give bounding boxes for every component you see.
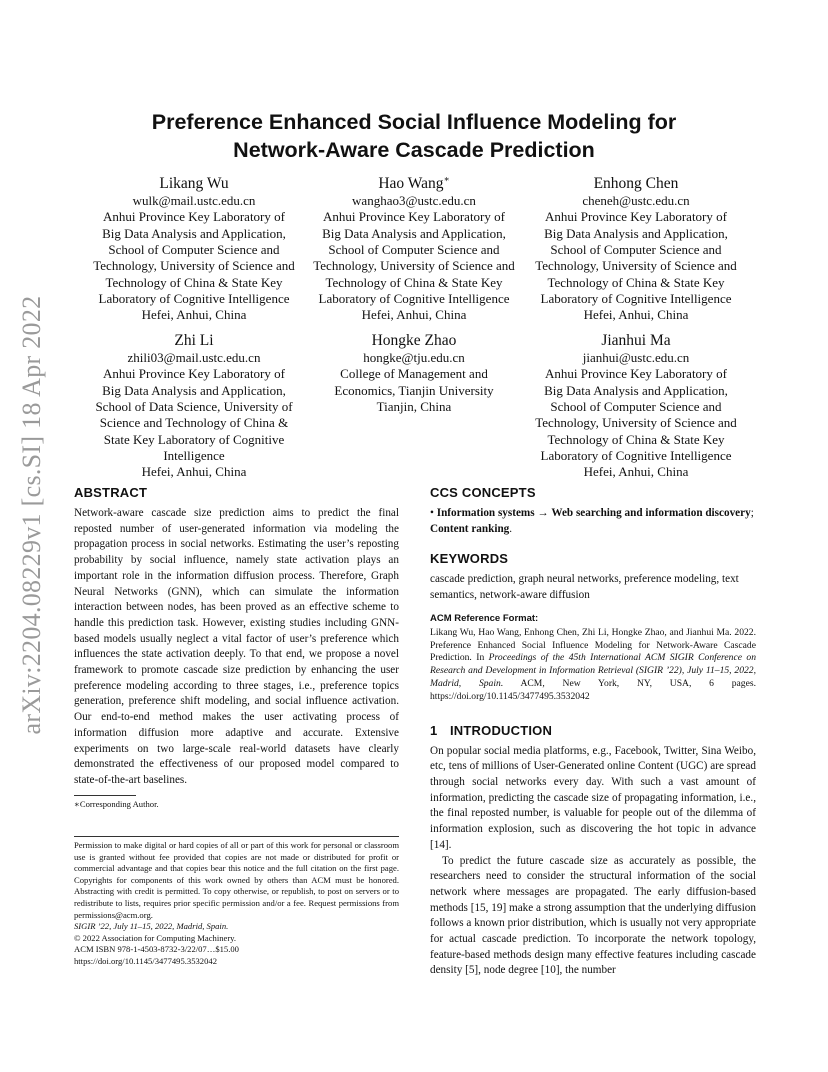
author-affiliation-line: School of Computer Science and [108, 242, 280, 258]
permission-rule [74, 836, 399, 837]
author-affiliation-line: Laboratory of Cognitive Intelligence [540, 447, 732, 463]
author-affiliation-line: School of Computer Science and [550, 399, 722, 415]
author-affiliation-line: Technology, University of Science and [93, 258, 295, 274]
author-affiliation-line: Big Data Analysis and Application, [544, 382, 728, 398]
title-line-1: Preference Enhanced Social Influence Modeling for [151, 110, 677, 134]
author-affiliation-line: Hefei, Anhui, China [141, 464, 247, 480]
author-affiliation-line: School of Computer Science and [550, 242, 722, 258]
abstract-heading: ABSTRACT [74, 485, 148, 500]
author-affiliation-line: Hefei, Anhui, China [583, 307, 689, 323]
title-line-2: Network-Aware Cascade Prediction [233, 138, 595, 162]
author-affiliation-line: Big Data Analysis and Application, [544, 225, 728, 241]
corresponding-author-footnote: ∗Corresponding Author. [74, 799, 159, 809]
author-email: jianhui@ustc.edu.cn [582, 350, 690, 366]
author-affiliation-line: Technology of China & State Key [547, 274, 725, 290]
keywords-heading: KEYWORDS [430, 551, 509, 567]
author-affiliation-line: Laboratory of Cognitive Intelligence [540, 290, 732, 306]
author-block [520, 327, 752, 481]
arxiv-identifier: arXiv:2204.08229v1 [cs.SI] 18 Apr 2022 [17, 295, 46, 735]
author-affiliation-line: Anhui Province Key Laboratory of [103, 209, 285, 225]
author-affiliation-line: Big Data Analysis and Application, [102, 225, 286, 241]
abstract-text: Network-aware cascade size prediction aims to predict the final reposted number of user-generated information via modeling the propagation process in social networks. Estimating the user’s reposting probability by social influence, namely state activation plays an important role in the information diffusion process. Therefore, Graph Neural Networks (GNN), which can simulate the information interaction between nodes, has been proved as an effective scheme to handle this prediction task. However, existing studies including GNN-based models usually neglect a vital factor of user’s preference which influences the state activation deeply. To that end, we propose a novel framework to promote cascade size prediction by enhancing the user preference modeling according to three stages, i.e., preference topics generation, preference shift modeling, and social influence activation. Our end-to-end method makes the user activating process of information diffusion more adaptive and accurate. Extensive experiments on two large-scale real-world datasets have clearly demonstrated the effectiveness of our proposed model compared to state-of-the-art baselines. [74, 507, 399, 786]
ccs-concepts-text: • Information systems → Web searching and information discovery; Content ranking. [430, 507, 754, 535]
author-affiliation-line: Technology of China & State Key [105, 274, 283, 290]
author-block [298, 170, 530, 324]
author-affiliation-line: Intelligence [163, 447, 225, 463]
author-email: cheneh@ustc.edu.cn [582, 193, 690, 209]
arxiv-sidebar-stamp [12, 295, 52, 735]
intro-paragraph-1: On popular social media platforms, e.g., Facebook, Twitter, Sina Weibo, etc, tens of millions of User-Generated online Content (UGC) are spread through social networks every day. With such a vast amount of information, predicting the cascade size of propagating information, i.e., the final reposted number, is valuable for people out of the dilemma of information explosion, such as discovering the hot topic in advance [14]. [430, 744, 756, 851]
author-affiliation-line: Economics, Tianjin University [334, 382, 494, 398]
author-affiliation-line: Big Data Analysis and Application, [102, 382, 286, 398]
author-email: zhili03@mail.ustc.edu.cn [127, 350, 261, 366]
right-column [430, 485, 756, 979]
author-affiliation-line: Hefei, Anhui, China [361, 307, 467, 323]
author-block [298, 327, 530, 415]
author-block [78, 170, 310, 324]
author-block [78, 327, 310, 481]
acm-reference-text: Likang Wu, Hao Wang, Enhong Chen, Zhi Li, Hongke Zhao, and Jianhui Ma. 2022. Preference Enhanced Social Influence Modeling for Network-Aware Cascade Prediction. In Proceedings of the 45th International ACM SIGIR Conference on Research and Development in Information Retrieval (SIGIR ’22), July 11–15, 2022, Madrid, Spain. ACM, New York, NY, USA, 6 pages. https://doi.org/10.1145/3477495.3532042 [430, 626, 756, 702]
copyright-line: © 2022 Association for Computing Machinery. [74, 932, 237, 943]
author-name: Jianhui Ma [601, 332, 671, 350]
ccs-heading: CCS CONCEPTS [430, 485, 536, 500]
author-affiliation-line: Anhui Province Key Laboratory of [545, 209, 727, 225]
author-affiliation-line: Laboratory of Cognitive Intelligence [98, 290, 290, 306]
keywords-text: cascade prediction, graph neural networks, preference modeling, text semantics, network-aware diffusion [430, 573, 739, 602]
author-affiliation-line: Big Data Analysis and Application, [322, 225, 506, 241]
author-affiliation-line: Science and Technology of China & [99, 415, 289, 431]
author-affiliation-line: State Key Laboratory of Cognitive [103, 431, 285, 447]
author-affiliation-line: Anhui Province Key Laboratory of [103, 366, 285, 382]
author-affiliation-line: Hefei, Anhui, China [583, 464, 689, 480]
author-affiliation-line: Anhui Province Key Laboratory of [323, 209, 505, 225]
introduction-heading: 1 INTRODUCTION [430, 722, 553, 738]
paper-title [100, 108, 728, 164]
author-affiliation-line: School of Data Science, University of [95, 399, 293, 415]
author-affiliation-line: Tianjin, China [376, 399, 452, 415]
author-affiliation-line: Technology, University of Science and [535, 258, 737, 274]
intro-paragraph-2: To predict the future cascade size as accurately as possible, the researchers need to consider the structural information of the social network where messages are propagated. The early diffusion-based methods [15, 19] make a strong assumption that the underlying diffusion follows a known prior distribution, which is usually not very appropriate for actual cascade prediction. To incorporate the network topology, feature-based methods design many effective features including cascade density [5], node degree [10], the number [430, 854, 756, 977]
acm-reference-heading: ACM Reference Format: [430, 612, 539, 624]
corresponding-author-mark: ∗ [443, 174, 450, 184]
author-affiliation-line: Technology of China & State Key [547, 431, 725, 447]
author-name: Enhong Chen [593, 175, 679, 193]
author-affiliation-line: Anhui Province Key Laboratory of [545, 366, 727, 382]
permission-text: Permission to make digital or hard copies of all or part of this work for personal or classroom use is granted without fee provided that copies are not made or distributed for profit or commercial advantage and that copies bear this notice and the full citation on the first page. Copyrights for components of this work owned by others than ACM must be honored. Abstracting with credit is permitted. To copy otherwise, or republish, to post on servers or to redistribute to lists, requires prior specific permission and/or a fee. Request permissions from permissions@acm.org. [74, 840, 399, 920]
author-affiliation-line: Technology, University of Science and [313, 258, 515, 274]
footnote-rule [74, 795, 136, 796]
author-email: hongke@tju.edu.cn [363, 350, 465, 366]
author-affiliation-line: Technology, University of Science and [535, 415, 737, 431]
author-affiliation-line: College of Management and [340, 366, 488, 382]
abstract-section [74, 485, 399, 789]
author-block [520, 170, 752, 324]
venue-line: SIGIR ’22, July 11–15, 2022, Madrid, Spain. [74, 921, 229, 932]
doi-line: https://doi.org/10.1145/3477495.3532042 [74, 955, 217, 966]
isbn-line: ACM ISBN 978-1-4503-8732-3/22/07…$15.00 [74, 944, 239, 955]
author-name: Hongke Zhao [371, 332, 457, 350]
permission-block [74, 840, 399, 968]
author-affiliation-line: Laboratory of Cognitive Intelligence [318, 290, 510, 306]
author-email: wanghao3@ustc.edu.cn [352, 193, 476, 209]
author-affiliation-line: Technology of China & State Key [325, 274, 503, 290]
author-affiliation-line: School of Computer Science and [328, 242, 500, 258]
author-name: Zhi Li [174, 332, 214, 350]
author-name: Likang Wu [159, 175, 229, 193]
author-affiliation-line: Hefei, Anhui, China [141, 307, 247, 323]
author-email: wulk@mail.ustc.edu.cn [132, 193, 256, 209]
author-name: Hao Wang∗ [378, 174, 450, 193]
